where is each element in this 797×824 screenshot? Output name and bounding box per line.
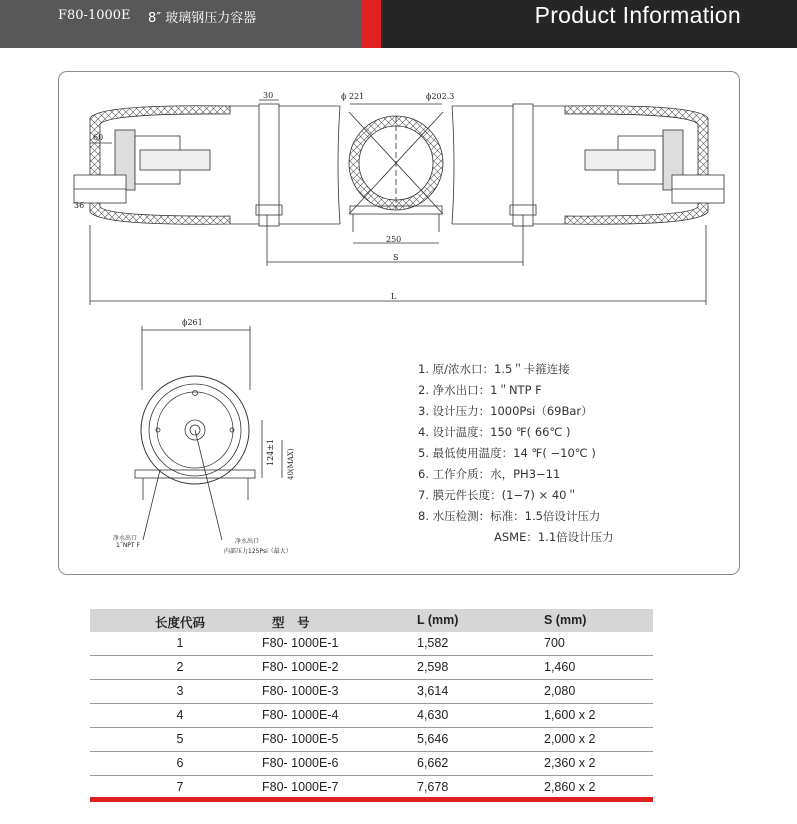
cell-model: F80- 1000E-2	[262, 660, 339, 674]
cell-code: 5	[176, 732, 184, 746]
note-5: 5. 最低使用温度：14 ℉( −10℃ )	[418, 446, 596, 460]
note-8-asme: ASME：1.1倍设计压力	[494, 530, 614, 544]
vessel-right-end	[565, 106, 724, 225]
label-permeate-outlet: 净水出口	[113, 535, 138, 542]
cell-s: 2,360 x 2	[544, 756, 596, 770]
dim-60: 60	[93, 133, 104, 142]
dim-s: S	[393, 253, 399, 262]
header-model: 型 号	[272, 616, 310, 630]
label-permeate-npt: 1˝NPT F	[116, 542, 140, 549]
cell-code: 4	[176, 708, 184, 722]
cell-code: 3	[176, 684, 184, 698]
vessel-left-end	[74, 106, 230, 225]
model-table	[90, 609, 653, 800]
dim-l: L	[391, 292, 397, 301]
header-title: Product Information	[534, 2, 741, 28]
cell-l: 7,678	[417, 780, 449, 794]
table-row	[90, 704, 653, 728]
cell-l: 2,598	[417, 660, 449, 674]
table-row	[90, 656, 653, 680]
dim-261: ϕ261	[182, 318, 203, 327]
cell-code: 1	[176, 636, 184, 650]
note-1: 1. 原/浓水口：1.5＂卡箍连接	[418, 362, 570, 376]
cell-l: 4,630	[417, 708, 449, 722]
cell-model: F80- 1000E-7	[262, 780, 339, 794]
note-3: 3. 设计压力：1000Psi（69Bar）	[418, 404, 593, 418]
cell-s: 2,000 x 2	[544, 732, 596, 746]
header-product-name: 8″ 玻璃钢压力容器	[148, 11, 257, 26]
cell-s: 700	[544, 636, 565, 650]
header-l-mm: L (mm)	[417, 613, 459, 627]
note-6: 6. 工作介质：水，PH3−11	[418, 467, 561, 481]
cell-l: 3,614	[417, 684, 449, 698]
dim-30: 30	[263, 91, 274, 100]
note-8: 8. 水压检测：标准：1.5倍设计压力	[418, 509, 601, 523]
vessel-right-body	[452, 104, 565, 232]
cell-code: 6	[176, 756, 184, 770]
dim-221: ϕ 221	[341, 92, 365, 101]
table-bottom-red-bar	[90, 797, 653, 802]
table-header	[90, 609, 653, 632]
dim-250: 250	[386, 235, 402, 244]
cell-l: 5,646	[417, 732, 449, 746]
header-s-mm: S (mm)	[544, 613, 587, 627]
header-length-code: 长度代码	[154, 616, 205, 630]
table-row	[90, 680, 653, 704]
label-internal-pressure: 内部压力125Psi（最大）	[224, 548, 292, 555]
note-2: 2. 净水出口：1＂NTP F	[418, 383, 542, 397]
dim-202: ϕ202.3	[426, 92, 455, 101]
note-4: 4. 设计温度：150 ℉( 66℃ )	[418, 425, 571, 439]
cell-code: 7	[176, 780, 184, 794]
header-model: F80-1000E	[58, 8, 131, 23]
cell-model: F80- 1000E-6	[262, 756, 339, 770]
cell-s: 2,860 x 2	[544, 780, 596, 794]
dim-124: 124±1	[266, 438, 275, 466]
cell-model: F80- 1000E-3	[262, 684, 339, 698]
label-permeate-outlet-2: 净水出口	[235, 538, 260, 545]
cell-s: 1,600 x 2	[544, 708, 596, 722]
table-row	[90, 752, 653, 776]
cell-s: 1,460	[544, 660, 576, 674]
cell-code: 2	[176, 660, 184, 674]
dim-36: 36	[74, 201, 85, 210]
end-view	[135, 326, 282, 540]
cell-l: 1,582	[417, 636, 449, 650]
cell-model: F80- 1000E-1	[262, 636, 339, 650]
table-row	[90, 728, 653, 752]
cell-s: 2,080	[544, 684, 576, 698]
cell-l: 6,662	[417, 756, 449, 770]
table-row	[90, 632, 653, 656]
vessel-middle	[338, 106, 454, 232]
cell-model: F80- 1000E-4	[262, 708, 339, 722]
cell-model: F80- 1000E-5	[262, 732, 339, 746]
dim-40-max: 40(MAX)	[287, 448, 295, 480]
vessel-left-body	[230, 104, 340, 232]
note-7: 7. 膜元件长度：(1−7) × 40＂	[418, 488, 578, 502]
